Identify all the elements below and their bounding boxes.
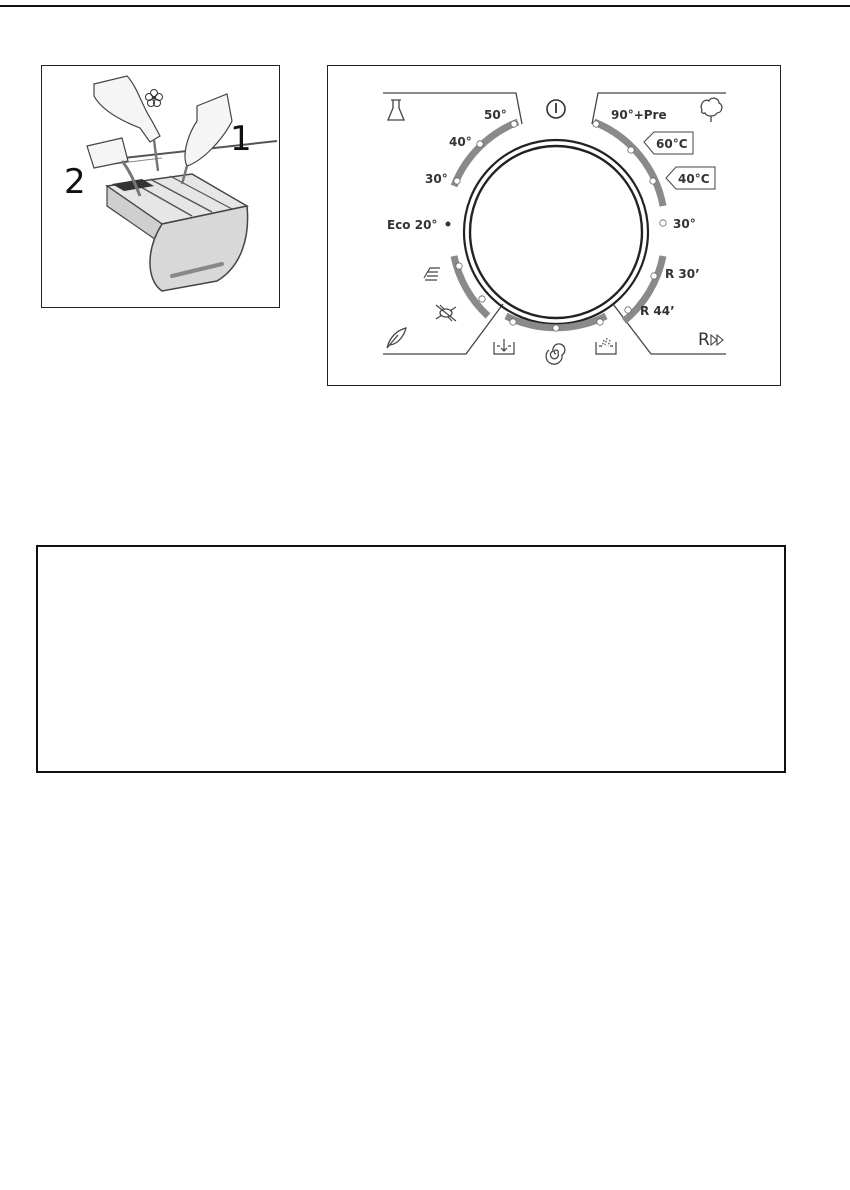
rapid-44-label: R 44’ (640, 304, 675, 318)
temp-label-40: 40° (449, 135, 472, 149)
temp-label-60c: 60°C (656, 137, 688, 151)
eco-dot (446, 222, 451, 227)
synthetics-flask-icon (388, 100, 404, 120)
rapid-letter: R (698, 330, 710, 350)
detergent-drawer-illustration (42, 66, 279, 307)
temp-label-30-right: 30° (673, 217, 696, 231)
eco-leaf-icon (387, 328, 406, 348)
rapid-icon (698, 330, 723, 350)
tag-40c (666, 167, 715, 189)
hand-wash-icon (424, 268, 440, 280)
label-compartment-1: 1 (230, 119, 252, 159)
flower-softener-icon (146, 90, 163, 107)
anti-allergy-icon (436, 305, 456, 321)
power-icon[interactable] (547, 100, 565, 118)
detergent-drawer-figure (41, 65, 280, 308)
label-compartment-2: 2 (64, 162, 86, 202)
empty-note-box (36, 545, 786, 773)
detergent-bottle-1 (182, 94, 232, 184)
programme-dial-figure (327, 65, 781, 386)
programme-dial-knob[interactable] (470, 146, 642, 318)
tag-60c (644, 132, 693, 154)
rinse-icon (494, 339, 514, 354)
page-top-rule (0, 5, 850, 7)
temp-label-40c: 40°C (678, 172, 710, 186)
spin-icon (546, 344, 565, 364)
eco-20-label: Eco 20° (387, 218, 438, 232)
programme-dial-illustration (328, 66, 780, 385)
cotton-icon (701, 98, 722, 122)
temp-label-30: 30° (425, 172, 448, 186)
cotton-90-pre-label: 90°+Pre (611, 108, 667, 122)
temp-label-50: 50° (484, 108, 507, 122)
drain-icon (596, 338, 616, 354)
rapid-30-label: R 30’ (665, 267, 700, 281)
